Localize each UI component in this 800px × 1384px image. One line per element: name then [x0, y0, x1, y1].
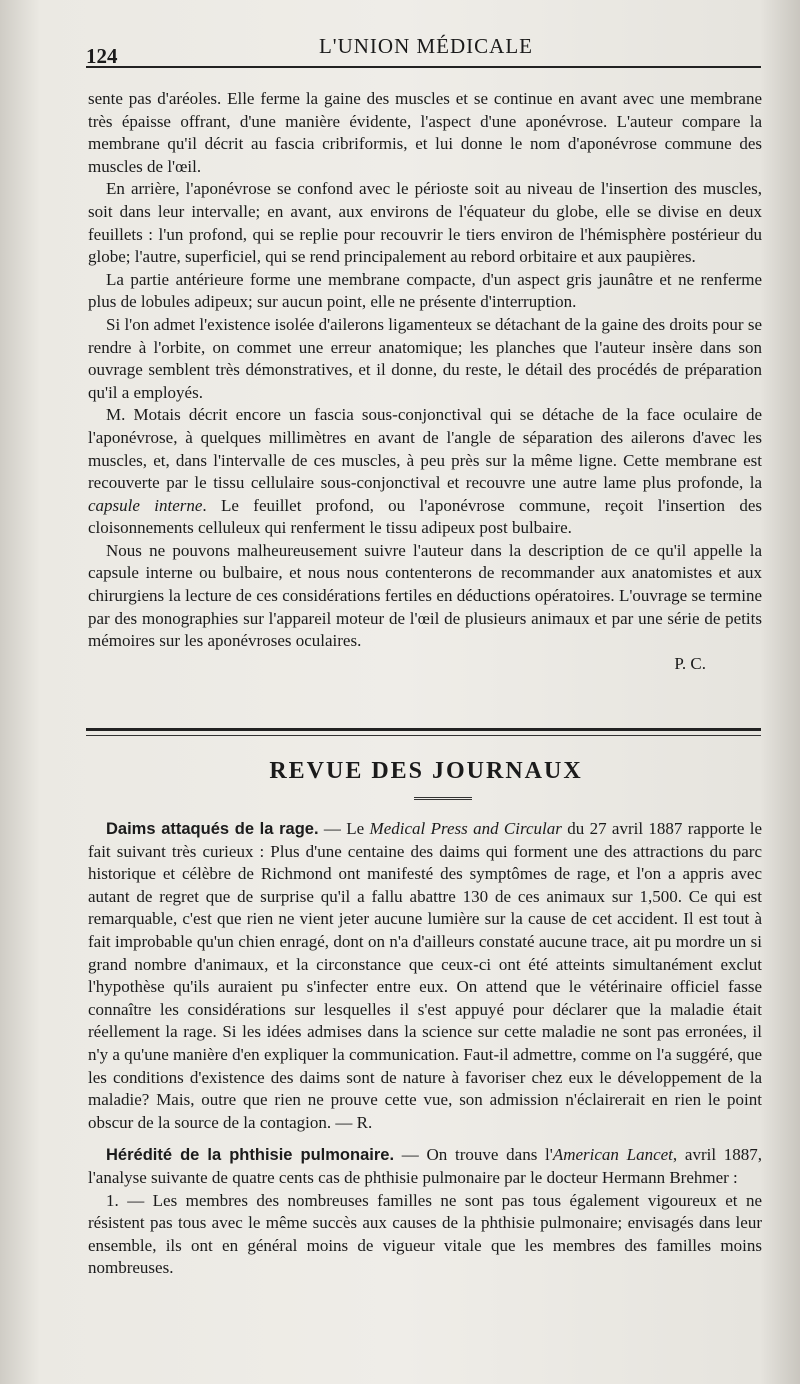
news-item [88, 1144, 762, 1189]
item-lead: — On trouve dans l' [394, 1145, 553, 1165]
paragraph [88, 404, 762, 540]
item-heading: Hérédité de la phthisie pulmonaire. [106, 1146, 395, 1165]
news-item [88, 818, 762, 1134]
paragraph: sente pas d'aréoles. Elle ferme la gaine des muscles et se continue en avant avec une membrane très épaisse offrant, d'une manière évidente, l'aspect d'une aponévrose. L'auteur compare la membrane qu'il décrit au fascia cribriformis, et lui donne le nom d'aponévrose commune des muscles de l'œil. [88, 89, 762, 176]
section-title: REVUE DES JOURNAUX [269, 758, 583, 784]
signature: P. C. [674, 653, 706, 673]
paragraph-text: M. Motais décrit encore un fascia sous-conjonctival qui se détache de la face oculaire de l'aponévrose, à quelques millimètres en avant de l'angle de séparation des ailerons d'avec les muscles, et, dans l'intervalle de ces muscles, à peu près sur la même ligne. Cette membrane est recouverte par le tissu cellulaire sous-conjonctival et recouvre une autre lame plus profonde, la [88, 405, 762, 493]
section-rule-thick [86, 728, 761, 731]
revue-body [88, 818, 762, 1280]
item-lead: — Le [318, 819, 370, 838]
page-header [86, 30, 766, 66]
paragraph: Si l'on admet l'existence isolée d'ailerons ligamenteux se détachant de la gaine des droits pour se rendre à l'orbite, on commet une erreur anatomique; les planches que l'auteur insère dans son ouvrage semblent très démonstratives, et il donne, du reste, le détail des procédés de préparation qu'il a employés. [88, 314, 762, 402]
article-body [88, 88, 762, 675]
header-rule [86, 66, 761, 68]
paragraph: Nous ne pouvons malheureusement suivre l'auteur dans la description de ce qu'il appelle la capsule interne ou bulbaire, et nous nous contenterons de recommander aux anatomistes et aux chirurgiens la lecture de ces considérations fertiles en déductions opératoires. L'ouvrage se termine par des monographies sur l'appareil moteur de l'œil de plusieurs animaux et par une série de petits mémoires sur les aponévroses oculaires. [88, 540, 762, 651]
item-text: du 27 avril 1887 rapporte le fait suivant très curieux : Plus d'une centaine des daims qui forment une des attractions du parc historique et célèbre de Richmond ont manifesté des symptômes de rage, et l'on a appris avec autant de regret que de surprise qu'il a fallu abattre 130 de ces animaux sur 1,500. Ce qui est remarquable, c'est que rien ne vient jeter aucune lumière sur la cause de cet accident. Il est tout à fait improbable qu'un chien enragé, dont on n'a d'ailleurs constaté aucune trace, ait pu mordre un si grand nombre d'animaux, et la circonstance que ceux-ci ont été atteints simultanément exclut l'hypothèse qu'ils auraient pu s'infecter entre eux. On attend que le vétérinaire officiel fasse connaître les considérations sur lesquelles il s'est appuyé pour déclarer que la maladie était réellement la rage. Si les idées admises dans la science sur cette maladie ne sont pas erronées, il n'y a qu'une manière d'en expliquer la communication. Faut-il admettre, comme on l'a suggéré, que les conditions d'existence des daims sont de nature à favoriser chez eux le développement de la maladie? Mais, outre que rien ne prouve cette vue, son admission n'éclairerait en rien le point obscur de la source de la contagion. — R. [88, 819, 763, 1132]
page-number: 124 [86, 44, 118, 68]
paragraph: En arrière, l'aponévrose se confond avec le périoste soit au niveau de l'insertion des muscles, soit dans leur intervalle; en avant, aux environs de l'équateur du globe, elle se divise en deux feuillets : l'un profond, qui se replie pour recouvrir le tiers environ de l'hémisphère postérieur du globe; l'autre, superficiel, qui se rend principalement au rebord orbitaire et aux paupières. [88, 179, 762, 267]
paragraph-text: . Le feuillet profond, ou l'aponévrose commune, reçoit l'insertion des cloisonnements celluleux qui renferment le tissu adipeux post bulbaire. [88, 495, 762, 538]
item-heading: Daims attaqués de la rage. [106, 820, 319, 838]
paragraph: La partie antérieure forme une membrane compacte, d'un aspect gris jaunâtre et ne renferme plus de lobules adipeux; sur aucun point, elle ne présente d'interruption. [88, 269, 762, 312]
italic-term: capsule interne [88, 495, 203, 515]
source-name: American Lancet [552, 1145, 673, 1165]
item-text: , avril 1887, l'analyse suivante de quatre cents cas de phthisie pulmonaire par le docteur Hermann Brehmer : [88, 1145, 763, 1187]
section-rule-thin [86, 735, 761, 736]
paragraph: 1. — Les membres des nombreuses familles ne sont pas tous également vigoureux et ne résistent pas tous avec le même succès aux causes de la phthisie pulmonaire; envisagés dans leur ensemble, ils ont en général moins de vigueur vitale que les membres des familles moins nombreuses. [88, 1190, 762, 1278]
title-underline [414, 797, 472, 800]
source-name: Medical Press and Circular [369, 819, 562, 838]
journal-title: L'UNION MÉDICALE [318, 34, 533, 58]
